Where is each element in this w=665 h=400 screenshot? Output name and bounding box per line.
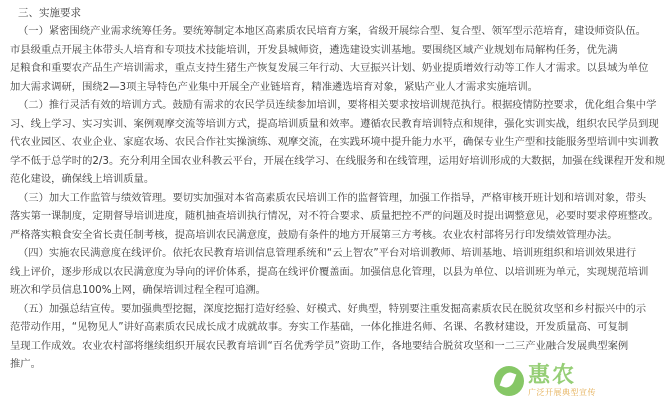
paragraph-line: 加大需求调研，围绕2—3项主导特色产业集中开展全产业链培育，精准遴选培育对象，紧贴产业人才需求实施培训。 bbox=[10, 80, 538, 93]
paragraph-line: （一）紧密围绕产业需求统筹任务。要统筹制定本地区高素质农民培育方案，省级开展综合型、复合型、领军型示范培育，建设师资队伍。 bbox=[18, 25, 647, 37]
paragraph-line: 严格落实粮食安全省长责任制考核，提高培训农民满意度，鼓励有条件的地方开展第三方考核。农业农村部将另行印发绩效管理办法。 bbox=[10, 228, 618, 241]
paragraph-line: 推广。 bbox=[10, 358, 41, 370]
paragraph-5 bbox=[10, 300, 647, 374]
paragraph-line: （三）加大工作监管与绩效管理。要切实加强对本省高素质农民培训工作的监督管理，加强工作指导，严格审核开班计划和培训对象，带头 bbox=[18, 191, 647, 204]
leaf-logo-icon bbox=[494, 366, 524, 396]
paragraph-line: 代农业园区、农业企业、家庭农场、农民合作社实操演练、观摩交流，在实践环境中提升能力水平，确保专业生产型和技能服务型培训中实训教 bbox=[10, 136, 659, 148]
site-watermark bbox=[494, 364, 596, 398]
paragraph-line: （二）推行灵活有效的培训方式。鼓励有需求的农民学员连续参加培训，要将相关要求按培训规范执行。根据疫情防控要求，优化组合集中学 bbox=[18, 99, 657, 111]
paragraph-line: 市县级重点开展主体带头人培育和专项技术技能培训，开发县城师资，遴选建设实训基地。要围绕区域产业规划布局解构任务，优先满 bbox=[10, 43, 618, 56]
paragraph-line: 落实第一课制度，定期督导培训进度，随机抽查培训执行情况，对不符合要求、质量把控不严的问题及时提出调整意见，必要时要求停班整改。 bbox=[10, 210, 659, 222]
paragraph-line: 习、线上学习、实习实训、案例观摩交流等培训方式，提高培训质量和效率。遵循农民教育培训特点和规律，强化实训实战，组织农民学员到现 bbox=[10, 117, 659, 130]
paragraph-line: 班次和学员信息100%上网，确保培训过程全程可追溯。 bbox=[10, 284, 266, 296]
paragraph-line: 呈现工作成效。农业农村部将继续组织开展农民教育培训“百名优秀学员”资助工作，各地要结合脱贫攻坚和一二三产业融合发展典型案例 bbox=[10, 339, 629, 352]
paragraph-1 bbox=[10, 22, 649, 96]
watermark-subtitle: 广泛开展典型宣传 bbox=[528, 388, 596, 397]
watermark-brand: 惠农 bbox=[528, 363, 577, 388]
paragraph-line: 范化建设，确保线上培训质量。 bbox=[10, 173, 155, 185]
paragraph-line: 范带动作用，“见物见人”讲好高素质农民成长成才成就故事。夯实工作基础，一体化推进名师、名课、名教材建设，开发质量高、可复制 bbox=[10, 321, 629, 333]
paragraph-3 bbox=[10, 189, 659, 245]
paragraph-line: （四）实施农民满意度在线评价。依托农民教育培训信息管理系统和“云上智农”平台对培训教师、培训基地、培训班组织和培训效果进行 bbox=[18, 247, 637, 259]
paragraph-line: 学不低于总学时的2/3。充分利用全国农业科教云平台，开展在线学习、在线服务和在线管理，运用好培训形成的大数据，加强在线课程开发和规 bbox=[10, 154, 665, 167]
paragraph-line: （五）加强总结宣传。要加强典型挖掘，深度挖掘打造好经验、好模式、好典型，特别要注重发掘高素质农民在脱贫攻坚和乡村振兴中的示 bbox=[18, 302, 647, 315]
paragraph-2 bbox=[10, 96, 665, 189]
paragraph-line: 足粮食和重要农产品生产培训需求，重点支持生猪生产恢复发展三年行动、大豆振兴计划、奶业提质增效行动等工作人才需求。以县域为单位 bbox=[10, 62, 649, 74]
paragraph-line: 线上评价，逐步形成以农民满意度为导向的评价体系，提高在线评价覆盖面。加强信息化管理，以县为单位、以培训班为单元，实现规范培训 bbox=[10, 265, 649, 278]
watermark-text bbox=[528, 364, 596, 398]
paragraph-4 bbox=[10, 244, 649, 300]
section-heading: 三、实施要求 bbox=[18, 7, 81, 19]
